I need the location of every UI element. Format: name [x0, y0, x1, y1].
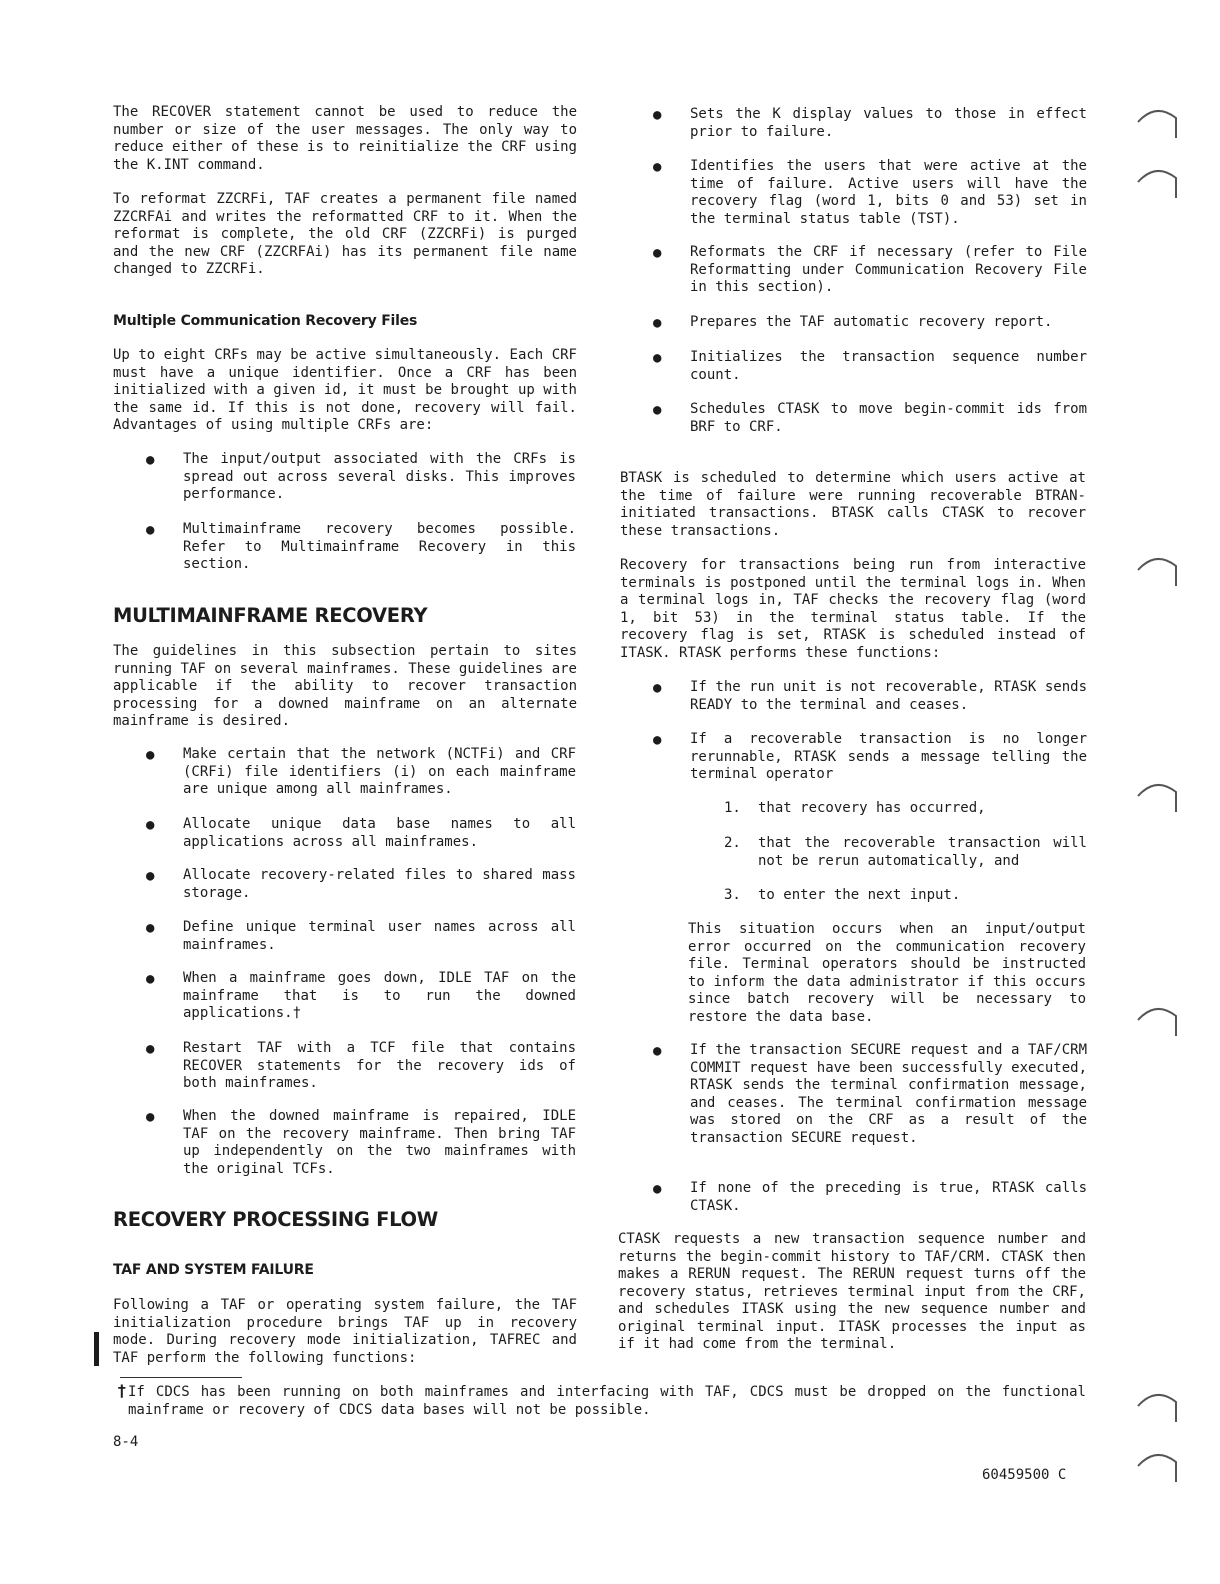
list-item: When the downed mainframe is repaired, IDLE TAF on the recovery mainframe. Then bring TAF up independently on the two mainframes with the original TCFs. — [183, 1108, 576, 1177]
io-error-note: This situation occurs when an input/output error occurred on the communication recovery file. Terminal operators should be instructed to inform the data administrator if this occurs since batch recovery will be necessary to restore the data base. — [688, 921, 1086, 1025]
bullet-icon: ● — [146, 747, 155, 763]
bullet-icon: ● — [146, 817, 155, 833]
binding-hole-icon — [1134, 1384, 1182, 1428]
list-item: Initializes the transaction sequence number count. — [690, 349, 1087, 383]
footnote-text: If CDCS has been running on both mainframes and interfacing with TAF, CDCS must be dropped on the functional mainframe or recovery of CDCS data bases will not be possible. — [128, 1384, 1086, 1418]
bullet-icon: ● — [653, 1181, 662, 1197]
list-item: When a mainframe goes down, IDLE TAF on the mainframe that is to run the downed applications.† — [183, 970, 576, 1021]
list-item: Sets the K display values to those in effect prior to failure. — [690, 106, 1087, 140]
binding-hole-icon — [1134, 1444, 1182, 1488]
recovery-flow-heading: RECOVERY PROCESSING FLOW — [113, 1208, 439, 1231]
multiple-crf-paragraph: Up to eight CRFs may be active simultaneously. Each CRF must have a unique identifier. Once a CRF has been initialized with a given id, it must be brought up with the same id. If this is not done, recovery will fail. Advantages of using multiple CRFs are: — [113, 347, 577, 433]
bullet-icon: ● — [653, 732, 662, 748]
dagger-mark: † — [117, 1381, 127, 1400]
bullet-icon: ● — [653, 159, 662, 175]
binding-hole-icon — [1134, 774, 1182, 818]
bullet-icon: ● — [653, 245, 662, 261]
list-item: Allocate unique data base names to all applications across all mainframes. — [183, 816, 576, 850]
footnote-rule — [120, 1377, 242, 1378]
binding-hole-icon — [1134, 160, 1182, 204]
list-item: If the run unit is not recoverable, RTASK sends READY to the terminal and ceases. — [690, 679, 1087, 713]
bullet-icon: ● — [146, 1041, 155, 1057]
multimainframe-paragraph: The guidelines in this subsection pertain to sites running TAF on several mainframes. These guidelines are applicable if the ability to recover transaction processing for a downed mainframe on an alternate mainframe is desired. — [113, 643, 577, 729]
binding-hole-icon — [1134, 998, 1182, 1042]
bullet-icon: ● — [146, 971, 155, 987]
bullet-icon: ● — [653, 402, 662, 418]
page-number: 8-4 — [113, 1434, 139, 1450]
list-number: 3. — [724, 887, 741, 903]
binding-hole-icon — [1134, 548, 1182, 592]
bullet-icon: ● — [146, 452, 155, 468]
change-bar — [94, 1332, 99, 1366]
list-item: Identifies the users that were active at the time of failure. Active users will have the recovery flag (word 1, bits 0 and 53) set in the terminal status table (TST). — [690, 158, 1087, 227]
btask-paragraph: BTASK is scheduled to determine which users active at the time of failure were running recoverable BTRAN-initiated transactions. BTASK calls CTASK to recover these transactions. — [620, 470, 1086, 539]
list-item: The input/output associated with the CRFs is spread out across several disks. This improves performance. — [183, 451, 576, 502]
document-number: 60459500 C — [982, 1467, 1067, 1483]
bullet-icon: ● — [653, 315, 662, 331]
bullet-icon: ● — [653, 350, 662, 366]
list-item: Reformats the CRF if necessary (refer to File Reformatting under Communication Recovery File in this section). — [690, 244, 1087, 295]
list-item: Restart TAF with a TCF file that contains RECOVER statements for the recovery ids of both mainframes. — [183, 1040, 576, 1091]
bullet-icon: ● — [146, 868, 155, 884]
list-item: Multimainframe recovery becomes possible. Refer to Multimainframe Recovery in this section. — [183, 521, 576, 572]
intro-paragraph: The RECOVER statement cannot be used to reduce the number or size of the user messages. The only way to reduce either of these is to reinitialize the CRF using the K.INT command. — [113, 104, 577, 173]
numbered-item: to enter the next input. — [758, 887, 961, 903]
rtask-paragraph: Recovery for transactions being run from interactive terminals is postponed until the terminal logs in. When a terminal logs in, TAF checks the recovery flag (word 1, bit 53) in the terminal status table. If the recovery flag is set, RTASK is scheduled instead of ITASK. RTASK performs these functions: — [620, 557, 1086, 661]
binding-hole-icon — [1134, 100, 1182, 144]
list-item: Schedules CTASK to move begin-commit ids from BRF to CRF. — [690, 401, 1087, 435]
bullet-icon: ● — [653, 107, 662, 123]
bullet-icon: ● — [653, 680, 662, 696]
list-item: Make certain that the network (NCTFi) and CRF (CRFi) file identifiers (i) on each mainframe are unique among all mainframes. — [183, 746, 576, 797]
numbered-item: that recovery has occurred, — [758, 800, 986, 816]
list-item: If the transaction SECURE request and a TAF/CRM COMMIT request have been successfully executed, RTASK sends the terminal confirmation message, and ceases. The terminal confirmation message was stored on the CRF as a result of the transaction SECURE request. — [690, 1042, 1087, 1146]
multiple-crf-heading: Multiple Communication Recovery Files — [113, 313, 418, 329]
list-item: Define unique terminal user names across all mainframes. — [183, 919, 576, 953]
bullet-icon: ● — [146, 920, 155, 936]
bullet-icon: ● — [653, 1043, 662, 1059]
numbered-item: that the recoverable transaction will not be rerun automatically, and — [758, 835, 1087, 869]
bullet-icon: ● — [146, 522, 155, 538]
list-item: Allocate recovery-related files to shared mass storage. — [183, 867, 576, 901]
bullet-icon: ● — [146, 1109, 155, 1125]
ctask-paragraph: CTASK requests a new transaction sequence number and returns the begin-commit history to TAF/CRM. CTASK then makes a RERUN request. The RERUN request turns off the recovery status, retrieves terminal input from the CRF, and schedules ITASK using the new sequence number and original terminal input. ITASK processes the input as if it had come from the terminal. — [618, 1231, 1086, 1352]
list-item: If a recoverable transaction is no longer rerunnable, RTASK sends a message telling the terminal operator — [690, 731, 1087, 782]
list-item: If none of the preceding is true, RTASK calls CTASK. — [690, 1180, 1087, 1214]
reformat-paragraph: To reformat ZZCRFi, TAF creates a permanent file named ZZCRFAi and writes the reformatted CRF to it. When the reformat is complete, the old CRF (ZZCRFi) is purged and the new CRF (ZZCRFAi) has its permanent file name changed to ZZCRFi. — [113, 191, 577, 277]
multimainframe-heading: MULTIMAINFRAME RECOVERY — [113, 604, 428, 627]
list-number: 2. — [724, 835, 741, 851]
taf-failure-heading: TAF AND SYSTEM FAILURE — [113, 1262, 314, 1278]
taf-failure-paragraph: Following a TAF or operating system failure, the TAF initialization procedure brings TAF up in recovery mode. During recovery mode initialization, TAFREC and TAF perform the following functions: — [113, 1297, 577, 1366]
list-item: Prepares the TAF automatic recovery report. — [690, 314, 1053, 330]
list-number: 1. — [724, 800, 741, 816]
